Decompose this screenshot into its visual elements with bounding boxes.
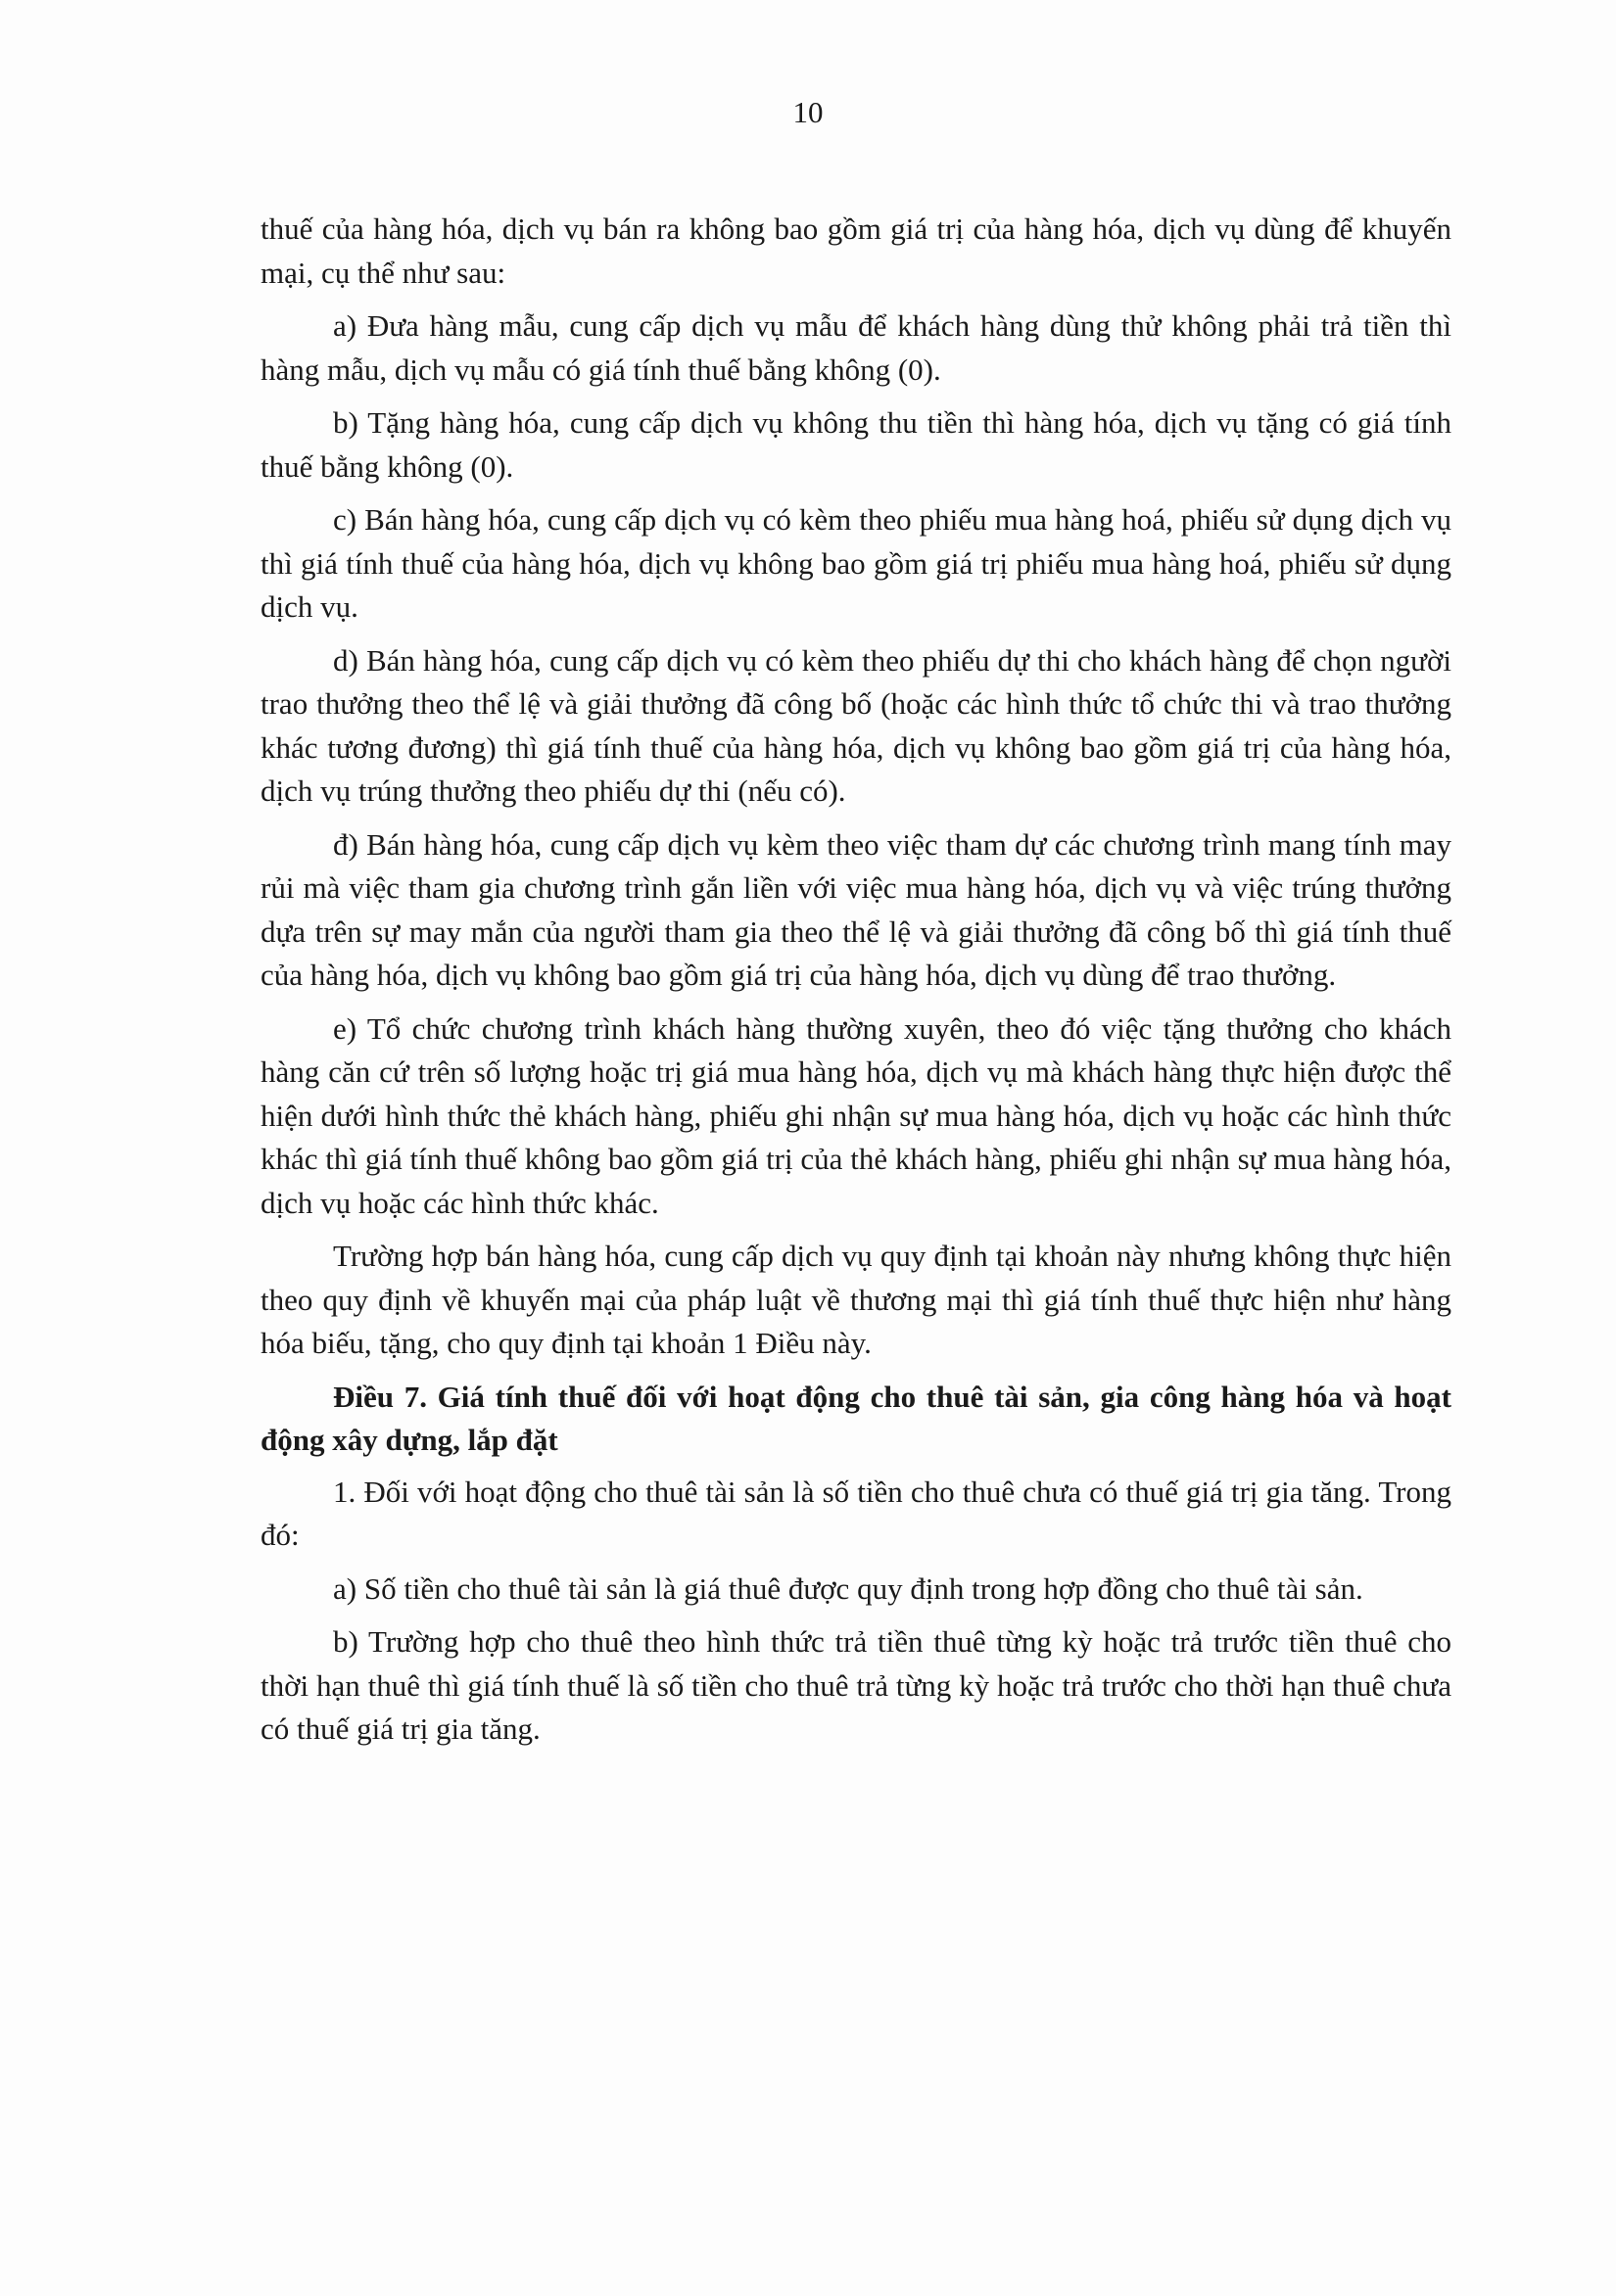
article-heading: Điều 7. Giá tính thuế đối với hoạt động cho thuê tài sản, gia công hàng hóa và hoạt động xây dựng, lắp đặt xyxy=(261,1379,1451,1457)
paragraph-continuation: thuế của hàng hóa, dịch vụ bán ra không bao gồm giá trị của hàng hóa, dịch vụ dùng để khuyến mại, cụ thể như sau: xyxy=(261,211,1451,290)
article-clause-1: 1. Đối với hoạt động cho thuê tài sản là số tiền cho thuê chưa có thuế giá trị gia tăng. Trong đó: xyxy=(261,1474,1451,1552)
paragraph-item-b: b) Tặng hàng hóa, cung cấp dịch vụ không thu tiền thì hàng hóa, dịch vụ tặng có giá tính thuế bằng không (0). xyxy=(261,405,1451,484)
page-number: 10 xyxy=(792,95,824,129)
article-clause-1b: b) Trường hợp cho thuê theo hình thức trả tiền thuê từng kỳ hoặc trả trước tiền thuê cho thời hạn thuê thì giá tính thuế là số tiền cho thuê trả từng kỳ hoặc trả trước cho thời hạn thuê chưa có thuế giá trị gia tăng. xyxy=(261,1624,1451,1746)
paragraph-item-d: d) Bán hàng hóa, cung cấp dịch vụ có kèm theo phiếu dự thi cho khách hàng để chọn người trao thưởng theo thể lệ và giải thưởng đã công bố (hoặc các hình thức tổ chức thi và trao thưởng khác tương đương) thì giá tính thuế của hàng hóa, dịch vụ không bao gồm giá trị của hàng hóa, dịch vụ trúng thưởng theo phiếu dự thi (nếu có). xyxy=(261,642,1451,808)
paragraph-exception: Trường hợp bán hàng hóa, cung cấp dịch vụ quy định tại khoản này nhưng không thực hiện theo quy định về khuyến mại của pháp luật về thương mại thì giá tính thuế thực hiện như hàng hóa biếu, tặng, cho quy định tại khoản 1 Điều này. xyxy=(261,1239,1451,1360)
paragraph-item-dd: đ) Bán hàng hóa, cung cấp dịch vụ kèm theo việc tham dự các chương trình mang tính may rủi mà việc tham gia chương trình gắn liền với việc mua hàng hóa, dịch vụ và việc trúng thưởng dựa trên sự may mắn của người tham gia theo thể lệ và giải thưởng đã công bố thì giá tính thuế của hàng hóa, dịch vụ không bao gồm giá trị của hàng hóa, dịch vụ dùng để trao thưởng. xyxy=(261,826,1451,992)
article-clause-1a: a) Số tiền cho thuê tài sản là giá thuê được quy định trong hợp đồng cho thuê tài sản. xyxy=(333,1570,1363,1606)
paragraph-item-a: a) Đưa hàng mẫu, cung cấp dịch vụ mẫu để khách hàng dùng thử không phải trả tiền thì hàng mẫu, dịch vụ mẫu có giá tính thuế bằng không (0). xyxy=(261,308,1451,387)
document-body xyxy=(261,208,1451,1761)
paragraph-item-e: e) Tổ chức chương trình khách hàng thường xuyên, theo đó việc tặng thưởng cho khách hàng căn cứ trên số lượng hoặc trị giá mua hàng hóa, dịch vụ mà khách hàng thực hiện được thể hiện dưới hình thức thẻ khách hàng, phiếu ghi nhận sự mua hàng hóa, dịch vụ hoặc các hình thức khác thì giá tính thuế không bao gồm giá trị của thẻ khách hàng, phiếu ghi nhận sự mua hàng hóa, dịch vụ hoặc các hình thức khác. xyxy=(261,1010,1451,1220)
paragraph-item-c: c) Bán hàng hóa, cung cấp dịch vụ có kèm theo phiếu mua hàng hoá, phiếu sử dụng dịch vụ thì giá tính thuế của hàng hóa, dịch vụ không bao gồm giá trị phiếu mua hàng hoá, phiếu sử dụng dịch vụ. xyxy=(261,502,1451,624)
